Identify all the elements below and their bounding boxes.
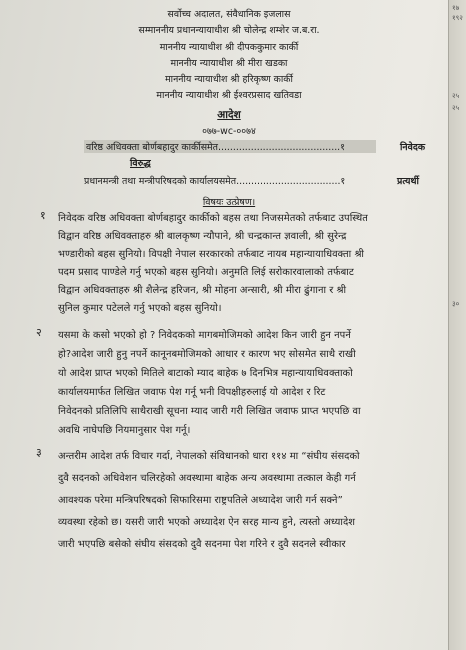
edge-number: १९२	[452, 14, 463, 22]
paragraph-line: दुवै सदनको अधिवेशन चलिरहेको अवस्थामा बाहेक अन्य अवस्थामा तत्काल केही गर्न	[58, 473, 356, 484]
paragraph-line: अवधि नाघेपछि नियमानुसार पेश गर्नू।	[58, 425, 191, 436]
paragraph-number: २	[36, 326, 42, 339]
justice-line-3: माननीय न्यायाधीश श्री हरिकृष्ण कार्की	[165, 74, 293, 85]
court-name: सर्वोच्च अदालत, संवैधानिक इजलास	[167, 9, 291, 20]
paragraph-line: पदम प्रसाद पाण्डेले गर्नु भएको बहस सुनियो। अनुमति लिई सरोकारवालाको तर्फबाट	[58, 267, 354, 278]
paragraph-line: विद्वान वरिष्ठ अधिवक्ताहरु श्री बालकृष्ण न्यौपाने, श्री चन्द्रकान्त ज्ञवाली, श्री सुरेन्द्र	[58, 231, 347, 242]
case-number: ०७७-wc-००७४	[202, 126, 256, 137]
paragraph-number: ३	[36, 446, 42, 459]
paragraph-line: निवेदनको प्रतिलिपि साथैराखी सूचना म्याद जारी गरी लिखित जवाफ प्राप्त भएपछि वा	[58, 406, 361, 417]
justice-line-1: माननीय न्यायाधीश श्री दीपककुमार कार्की	[159, 42, 299, 53]
respondent-line: प्रधानमन्त्री तथा मन्त्रीपरिषदको कार्यालयसमेत...................................१	[84, 176, 346, 187]
respondent-role: प्रत्यर्थी	[397, 176, 419, 187]
petitioner-role: निवेदक	[400, 142, 426, 153]
justice-line-2: माननीय न्यायाधीश श्री मीरा खडका	[170, 58, 288, 69]
subject-line: विषयः उत्प्रेषण।	[202, 197, 256, 208]
paragraph-line: आवश्यक परेमा मन्त्रिपरिषदको सिफारिसमा राष्ट्रपतिले अध्यादेश जारी गर्न सक्ने”	[58, 495, 343, 506]
paragraph-line: कार्यालयमार्फत लिखित जवाफ पेश गर्नू भनी विपक्षीहरुलाई यो आदेश र रिट	[58, 387, 326, 398]
versus-label: विरुद्ध	[130, 158, 151, 169]
paragraph-line: अन्तरीम आदेश तर्फ विचार गर्दा, नेपालको संविधानको धारा ११४ मा “संघीय संसदको	[58, 451, 360, 462]
petitioner-line: वरिष्ठ अधिवक्ता बोर्णबहादुर कार्कीसमेत.........................................१	[84, 140, 376, 153]
edge-number: २५	[452, 104, 460, 112]
paragraph-line: व्यवस्था रहेको छ। यसरी जारी भएको अध्यादेश ऐन सरह मान्य हुने, त्यस्तो अध्यादेश	[58, 517, 356, 528]
justice-line-4: माननीय न्यायाधीश श्री ईश्वरप्रसाद खतिवडा	[156, 90, 302, 101]
paragraph-line: यो आदेश प्राप्त भएको मितिले बाटाको म्याद बाहेक ७ दिनभित्र महान्यायाधिवक्ताको	[58, 368, 353, 379]
paragraph-line: भण्डारीको बहस सुनियो। विपक्षी नेपाल सरकारको तर्फबाट नायब महान्यायाधिवक्ता श्री	[58, 249, 365, 260]
paragraph-line: हो?आदेश जारी हुनु नपर्ने कानूनबमोजिमको आधार र कारण भए सोसमेत साथै राखी	[58, 349, 356, 360]
edge-number: २५	[452, 92, 460, 100]
paragraph-line: विद्वान अधिवक्ताहरु श्री शैलेन्द्र हरिजन, श्री मोहना अन्सारी, श्री मीरा ढुंगाना र श्री	[58, 285, 347, 296]
paragraph-number: १	[40, 209, 46, 222]
chief-justice: सम्माननीय प्रधानन्यायाधीश श्री चोलेन्द्र शम्शेर ज.ब.रा.	[138, 25, 320, 36]
paragraph-line: जारी भएपछि बसेको संघीय संसदको दुवै सदनमा पेश गरिने र दुवै सदनले स्वीकार	[58, 539, 346, 550]
paragraph-line: निवेदक वरिष्ठ अधिवक्ता बोर्णबहादुर कार्कीको बहस तथा निजसमेतको तर्फबाट उपस्थित	[58, 213, 368, 224]
order-title: आदेश	[217, 109, 241, 121]
paragraph-line: यसमा के कसो भएको हो ? निवेदकको मागबमोजिमको आदेश किन जारी हुन नपर्ने	[58, 330, 351, 341]
edge-number: ३०	[452, 300, 460, 308]
paragraph-line: सुनिल कुमार पटेलले गर्नु भएको बहस सुनियो।	[58, 303, 222, 314]
edge-number: १७	[452, 4, 460, 12]
